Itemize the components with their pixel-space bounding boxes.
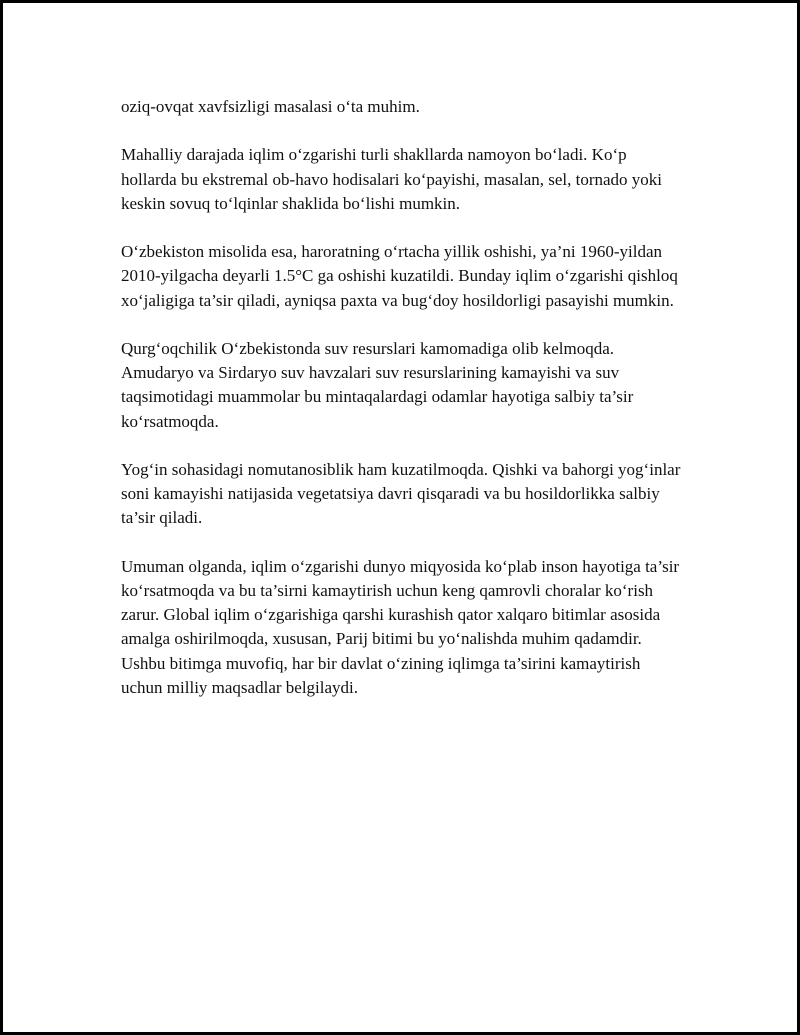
paragraph-2: Mahalliy darajada iqlim o‘zgarishi turli shakllarda namoyon bo‘ladi. Ko‘p hollarda bu ekstremal ob-havo hodisalari ko‘payishi, masalan, sel, tornado yoki keskin sovuq to‘lqinlar shaklida bo‘lishi mumkin. [121,145,663,213]
paragraph-6: Umuman olganda, iqlim o‘zgarishi dunyo miqyosida ko‘plab inson hayotiga ta’sir ko‘rsatmoqda va bu ta’sirni kamaytirish uchun keng qamrovli choralar ko‘rish zarur. Global iqlim o‘zgarishiga qarshi kurashish qator xalqaro bitimlar asosida amalga oshirilmoqda, xususan, Parij bitimi bu yo‘nalishda muhim qadamdir. Ushbu bitimga muvofiq, har bir davlat o‘zining iqlimga ta’sirini kamaytirish uchun milliy maqsadlar belgilaydi. [121,556,680,697]
paragraph-1: oziq-ovqat xavfsizligi masalasi o‘ta muhim. [121,97,420,116]
document-body [121,95,681,724]
paragraph-5: Yog‘in sohasidagi nomutanosiblik ham kuzatilmoqda. Qishki va bahorgi yog‘inlar soni kamayishi natijasida vegetatsiya davri qisqaradi va bu hosildorlikka salbiy ta’sir qiladi. [121,459,681,528]
paragraph-3: O‘zbekiston misolida esa, haroratning o‘rtacha yillik oshishi, ya’ni 1960-yildan 2010-yilgacha deyarli 1.5°C ga oshishi kuzatildi. Bunday iqlim o‘zgarishi qishloq xo‘jaligiga ta’sir qiladi, ayniqsa paxta va bug‘doy hosildorligi pasayishi mumkin. [121,242,678,310]
paragraph-4: Qurg‘oqchilik O‘zbekistonda suv resurslari kamomadiga olib kelmoqda. Amudaryo va Sirdaryo suv havzalari suv resurslarining kamayishi va suv taqsimotidagi muammolar bu mintaqalardagi odamlar hayotiga salbiy ta’sir ko‘rsatmoqda. [121,338,634,431]
